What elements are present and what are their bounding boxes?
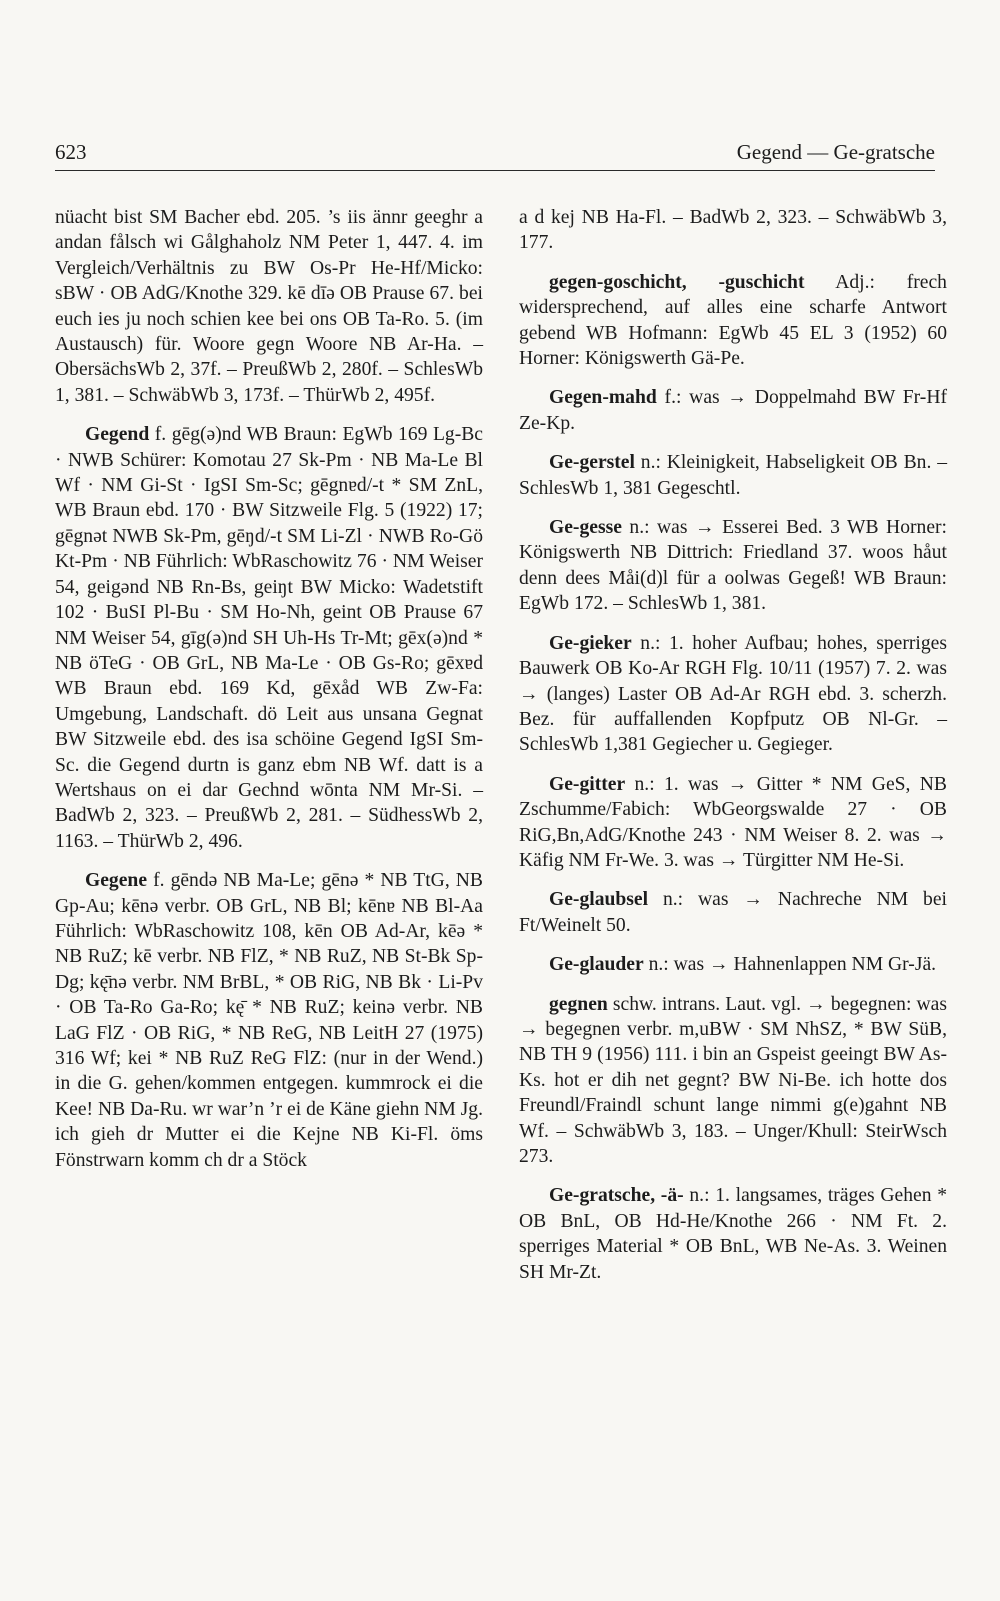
entry-text: n.: was → Esserei Bed. 3 WB Horner: Königswerth NB Dittrich: Friedland 37. woos håut denn dees Måi(d)l für a oolwas Gegeß! WB Braun: EgWb 172. – SchlesWb 1, 381.: [519, 517, 947, 615]
lemma: gegen-goschicht, -guschicht: [549, 271, 805, 293]
entry-gegnen: [519, 992, 947, 1170]
entry-text: schw. intrans. Laut. vgl. → begegnen: was → begegnen verbr. m,uBW · SM NhSZ, * BW SüB, NB TH 9 (1956) 111. i bin an Gspeist geeingt BW As-Ks. hot er dih net gegnt? BW Ni-Be. ich hotte dos Freundl/Fraindl schunt lange nimmi g(e)gahnt NB Wf. – SchwäbWb 3, 183. – Unger/Khull: SteirWsch 273.: [519, 993, 947, 1167]
entry-text: f. gēndə NB Ma-Le; gēnə * NB TtG, NB Gp-Au; kēnə verbr. OB GrL, NB Bl; kēnɐ NB Bl-Aa Führlich: WbRaschowitz 108, kēn OB Ad-Ar, kēə * NB RuZ; kē verbr. NB FlZ, * NB RuZ, NB St-Bk Sp-Dg; kę̄nə verbr. NM BrBL, * OB RiG, NB Bk · Li-Pv · OB Ta-Ro Ga-Ro; kę̄ * NB RuZ; keinə verbr. NB LaG FlZ · OB RiG, * NB ReG, NB LeitH 27 (1975) 316 Wf; kei * NB RuZ ReG FlZ: (nur in der Wend.) in die G. gehen/kommen entgegen. kummrock ei die Kee! NB Da-Ru. wr war’n ’r ei de Käne giehn NM Jg. ich gieh dr Mutter ei die Kejne NB Ki-Fl. öms Fönstrwarn komm ch dr a Stöck: [55, 870, 483, 1171]
lemma: Ge-glauder: [549, 954, 644, 976]
lemma: Ge-gratsche, -ä-: [549, 1185, 684, 1207]
left-column: [55, 205, 483, 1173]
lemma: Gegen-mahd: [549, 387, 657, 409]
entry-ge-glauder: [519, 952, 947, 977]
page-number: 623: [55, 140, 87, 164]
entry-ge-gitter: [519, 772, 947, 874]
entry-ge-gratsche: [519, 1183, 947, 1285]
right-column: [519, 205, 947, 1285]
entry-gegene: [55, 868, 483, 1173]
entry-gegen-mahd: [519, 385, 947, 436]
lemma: Ge-gesse: [549, 517, 622, 539]
lemma: Gegene: [85, 870, 148, 892]
entry-text: n.: was → Nachreche NM bei Ft/Weinelt 50.: [519, 889, 947, 936]
entry-text: f.: was → Doppelmahd BW Fr-Hf Ze-Kp.: [519, 387, 947, 434]
running-head: Gegend — Ge-gratsche: [736, 140, 935, 164]
lemma: gegnen: [549, 993, 608, 1015]
continuation-text: a d kej NB Ha-Fl. – BadWb 2, 323. – SchwäbWb 3, 177.: [519, 207, 947, 254]
page-header: [55, 136, 935, 171]
entry-text: n.: 1. hoher Aufbau; hohes, sperriges Bauwerk OB Ko-Ar RGH Flg. 10/11 (1957) 7. 2. was → (langes) Laster OB Ad-Ar RGH ebd. 3. scherzh. Bez. für auffallenden Kopfputz OB Nl-Gr. – SchlesWb 1,381 Gegiecher u. Gegieger.: [519, 632, 947, 756]
entry-gegen-goschicht: [519, 270, 947, 372]
entry-text: n.: was → Hahnenlappen NM Gr-Jä.: [648, 954, 937, 976]
lemma: Ge-gitter: [549, 773, 626, 795]
continuation-text: nüacht bist SM Bacher ebd. 205. ’s iis ännr geeghr a andan fålsch wi Gålghaholz NM Peter 1, 447. 4. im Vergleich/Verhältnis zu BW Os-Pr He-Hf/Micko: sBW · OB AdG/Knothe 329. kē dīə OB Prause 67. bei euch ies ju noch schien kee bei ons OB Ta-Ro. 5. (im Austausch) für. Woore gegn Woore NB Ar-Ha. – ObersächsWb 2, 37f. – PreußWb 2, 280f. – SchlesWb 1, 381. – SchwäbWb 3, 173f. – ThürWb 2, 495f.: [55, 207, 483, 406]
entry-ge-gieker: [519, 631, 947, 758]
lemma: Ge-gerstel: [549, 452, 635, 474]
lemma: Ge-glaubsel: [549, 889, 649, 911]
entry-ge-glaubsel: [519, 887, 947, 938]
lemma: Gegend: [85, 424, 150, 446]
entry-text: n.: Kleinigkeit, Habseligkeit OB Bn. – SchlesWb 1, 381 Gegeschtl.: [519, 452, 947, 499]
entry-text: n.: 1. langsames, träges Gehen * OB BnL, OB Hd-He/Knothe 266 · NM Ft. 2. sperriges Material * OB BnL, WB Ne-As. 3. Weinen SH Mr-Zt.: [519, 1185, 947, 1283]
entry-gegend: [55, 422, 483, 854]
entry-ge-gesse: [519, 515, 947, 617]
entry-text: Adj.: frech widersprechend, auf alles eine scharfe Antwort gebend WB Hofmann: EgWb 45 EL 3 (1952) 60 Horner: Königswerth Gä-Pe.: [519, 271, 947, 370]
entry-text: f. gēg(ə)nd WB Braun: EgWb 169 Lg-Bc · NWB Schürer: Komotau 27 Sk-Pm · NB Ma-Le Bl Wf · NM Gi-St · IgSI Sm-Sc; gēgnɐd/-t * SM ZnL, WB Braun ebd. 170 · BW Sitzweile Flg. 5 (1922) 17; gēgnət NWB Sk-Pm, gēŋd/-t SM Li-Zl · NWB Ro-Gö Kt-Pm · NB Führlich: WbRaschowitz 76 · NM Weiser 54, geigənd NB Rn-Bs, geiŋt BW Micko: Wadetstift 102 · BuSI Pl-Bu · SM Ho-Nh, geint OB Prause 67 NM Weiser 54, gīg(ə)nd SH Uh-Hs Tr-Mt; gēx(ə)nd * NB öTeG · OB GrL, NB Ma-Le · OB Gs-Ro; gēxɐd WB Braun ebd. 169 Kd, gēxåd WB Zw-Fa: Umgebung, Landschaft. dö Leit aus unsana Gegnat BW Sitzweile ebd. des isa schöine Gegend IgSI Sm-Sc. die Gegend durtn is ganz ebm NB Wf. datt is a Wertshaus on ei dar Gechnd wōnta NM Mr-Si. – BadWb 2, 323. – PreußWb 2, 281. – SüdhessWb 2, 1163. – ThürWb 2, 496.: [55, 424, 483, 852]
lemma: Ge-gieker: [549, 632, 632, 654]
entry-text: n.: 1. was → Gitter * NM GeS, NB Zschumme/Fabich: WbGeorgswalde 27 · OB RiG,Bn,AdG/Knothe 243 · NM Weiser 8. 2. was → Käfig NM Fr-We. 3. was → Türgitter NM He-Si.: [519, 773, 947, 871]
entry-ge-gerstel: [519, 450, 947, 501]
